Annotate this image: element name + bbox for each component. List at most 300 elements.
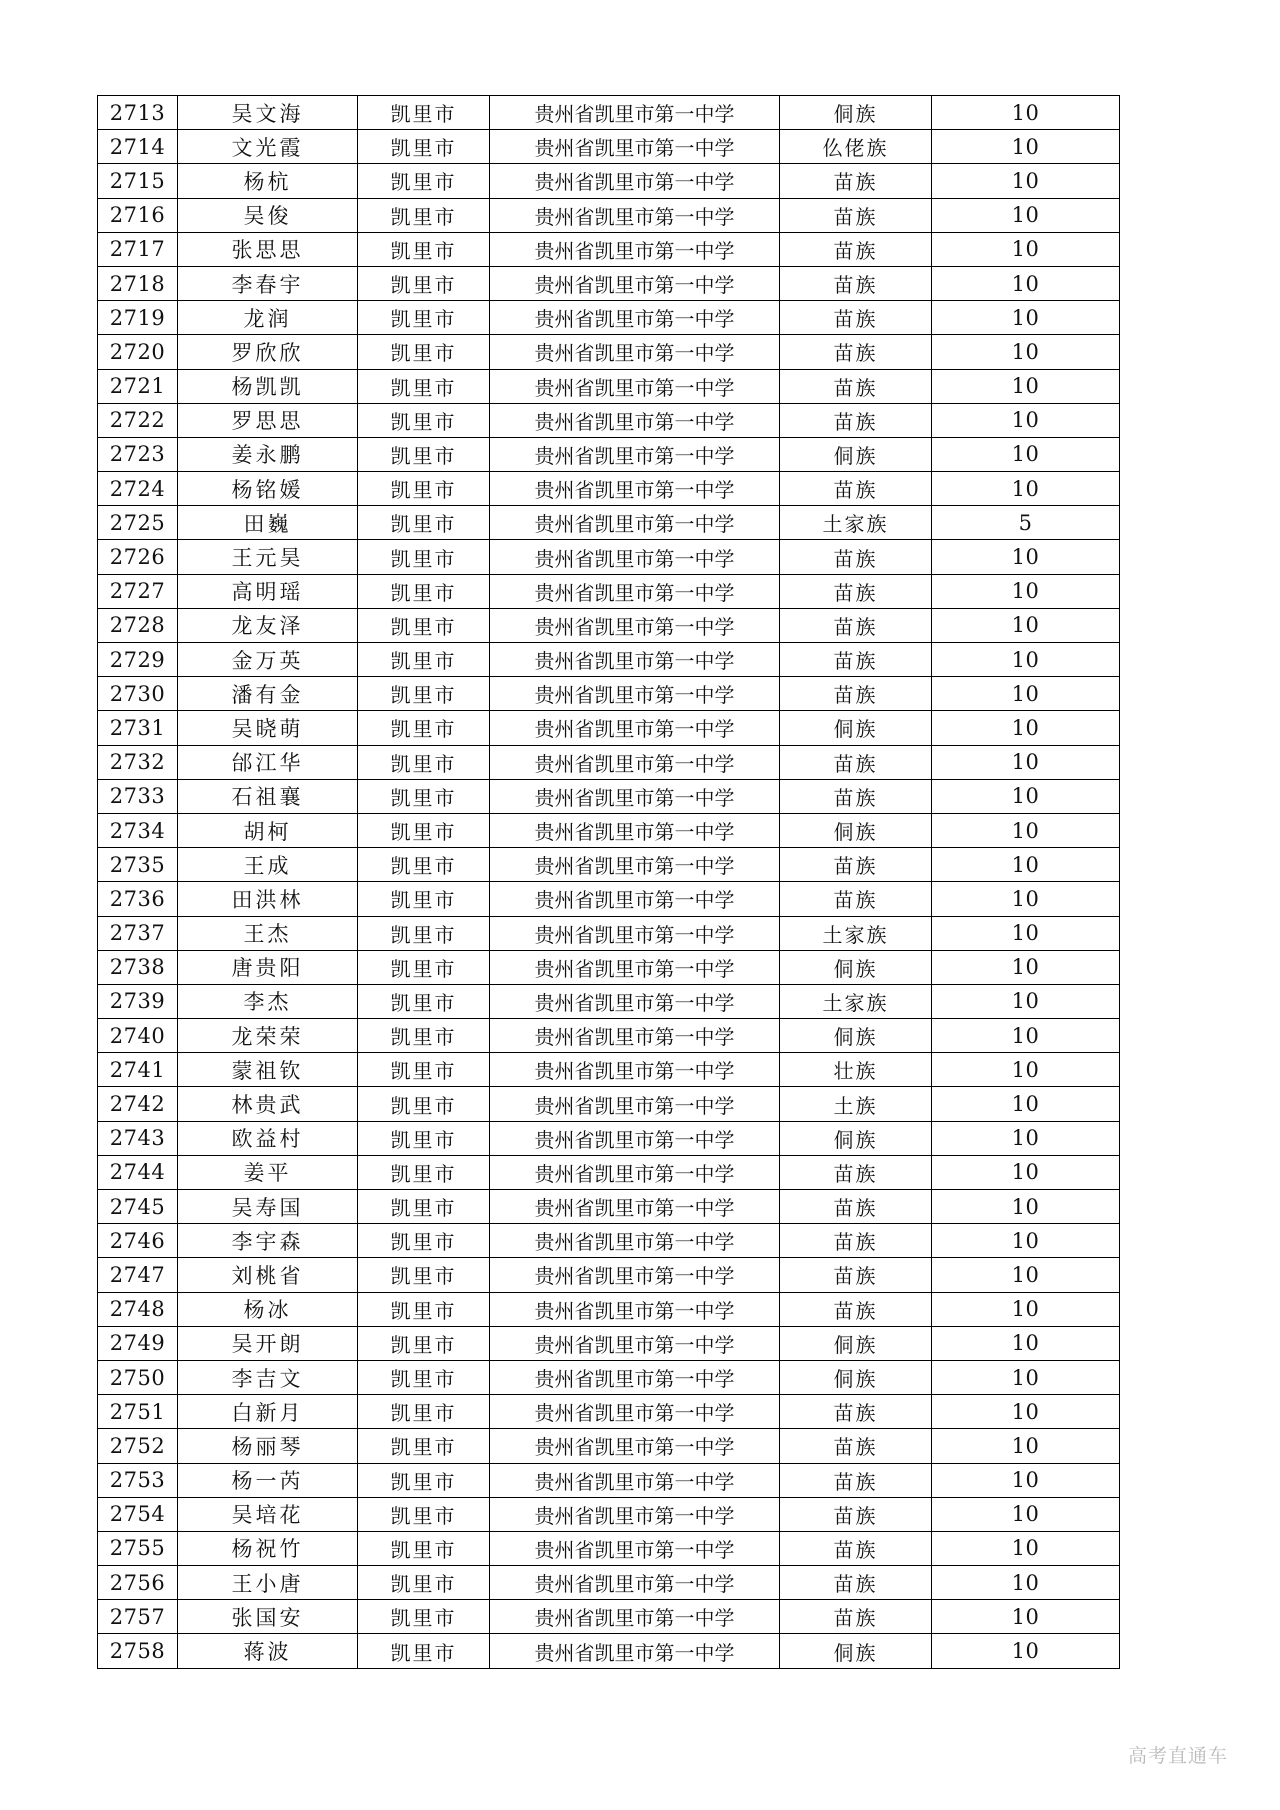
cell-ethnicity: 苗族 <box>780 1566 932 1600</box>
cell-student-name: 王小唐 <box>178 1566 358 1600</box>
cell-ethnicity: 苗族 <box>780 1155 932 1189</box>
table-row <box>98 677 1120 711</box>
cell-sequence-number: 2716 <box>98 198 178 232</box>
cell-county-city: 凯里市 <box>358 232 490 266</box>
table-row <box>98 540 1120 574</box>
cell-county-city: 凯里市 <box>358 1258 490 1292</box>
cell-student-name: 刘桃省 <box>178 1258 358 1292</box>
table-row <box>98 1258 1120 1292</box>
cell-bonus-points: 5 <box>932 506 1120 540</box>
cell-school-name: 贵州省凯里市第一中学 <box>490 711 780 745</box>
cell-school-name: 贵州省凯里市第一中学 <box>490 1155 780 1189</box>
cell-sequence-number: 2753 <box>98 1463 178 1497</box>
cell-bonus-points: 10 <box>932 745 1120 779</box>
cell-sequence-number: 2754 <box>98 1497 178 1531</box>
cell-county-city: 凯里市 <box>358 1634 490 1668</box>
cell-student-name: 欧益村 <box>178 1121 358 1155</box>
table-row <box>98 232 1120 266</box>
table-row <box>98 1497 1120 1531</box>
cell-ethnicity: 土家族 <box>780 506 932 540</box>
cell-school-name: 贵州省凯里市第一中学 <box>490 1634 780 1668</box>
cell-sequence-number: 2724 <box>98 472 178 506</box>
cell-student-name: 李杰 <box>178 984 358 1018</box>
table-row <box>98 335 1120 369</box>
cell-school-name: 贵州省凯里市第一中学 <box>490 403 780 437</box>
cell-sequence-number: 2736 <box>98 882 178 916</box>
table-row <box>98 1634 1120 1668</box>
cell-bonus-points: 10 <box>932 369 1120 403</box>
cell-sequence-number: 2734 <box>98 813 178 847</box>
cell-school-name: 贵州省凯里市第一中学 <box>490 1463 780 1497</box>
table-row <box>98 506 1120 540</box>
cell-bonus-points: 10 <box>932 437 1120 471</box>
cell-student-name: 邰江华 <box>178 745 358 779</box>
table-row <box>98 1053 1120 1087</box>
cell-student-name: 姜永鹏 <box>178 437 358 471</box>
cell-school-name: 贵州省凯里市第一中学 <box>490 1292 780 1326</box>
cell-school-name: 贵州省凯里市第一中学 <box>490 301 780 335</box>
cell-sequence-number: 2742 <box>98 1087 178 1121</box>
cell-ethnicity: 仫佬族 <box>780 130 932 164</box>
cell-ethnicity: 侗族 <box>780 1019 932 1053</box>
cell-school-name: 贵州省凯里市第一中学 <box>490 540 780 574</box>
cell-sequence-number: 2758 <box>98 1634 178 1668</box>
cell-bonus-points: 10 <box>932 164 1120 198</box>
cell-bonus-points: 10 <box>932 1121 1120 1155</box>
table-row <box>98 198 1120 232</box>
cell-student-name: 唐贵阳 <box>178 950 358 984</box>
cell-sequence-number: 2751 <box>98 1395 178 1429</box>
cell-ethnicity: 苗族 <box>780 848 932 882</box>
cell-sequence-number: 2743 <box>98 1121 178 1155</box>
cell-ethnicity: 苗族 <box>780 1292 932 1326</box>
table-row <box>98 643 1120 677</box>
table-row <box>98 1463 1120 1497</box>
cell-county-city: 凯里市 <box>358 779 490 813</box>
cell-county-city: 凯里市 <box>358 1087 490 1121</box>
cell-student-name: 金万英 <box>178 643 358 677</box>
cell-sequence-number: 2741 <box>98 1053 178 1087</box>
cell-bonus-points: 10 <box>932 1429 1120 1463</box>
cell-school-name: 贵州省凯里市第一中学 <box>490 1224 780 1258</box>
table-row <box>98 779 1120 813</box>
cell-county-city: 凯里市 <box>358 916 490 950</box>
cell-bonus-points: 10 <box>932 540 1120 574</box>
cell-student-name: 杨祝竹 <box>178 1531 358 1565</box>
cell-school-name: 贵州省凯里市第一中学 <box>490 1566 780 1600</box>
table-row <box>98 1019 1120 1053</box>
cell-sequence-number: 2729 <box>98 643 178 677</box>
cell-school-name: 贵州省凯里市第一中学 <box>490 1019 780 1053</box>
cell-ethnicity: 苗族 <box>780 403 932 437</box>
cell-bonus-points: 10 <box>932 1634 1120 1668</box>
cell-ethnicity: 侗族 <box>780 96 932 130</box>
cell-ethnicity: 侗族 <box>780 1326 932 1360</box>
cell-sequence-number: 2745 <box>98 1190 178 1224</box>
cell-school-name: 贵州省凯里市第一中学 <box>490 1531 780 1565</box>
cell-student-name: 潘有金 <box>178 677 358 711</box>
cell-bonus-points: 10 <box>932 608 1120 642</box>
cell-county-city: 凯里市 <box>358 437 490 471</box>
cell-county-city: 凯里市 <box>358 1190 490 1224</box>
table-row <box>98 950 1120 984</box>
cell-school-name: 贵州省凯里市第一中学 <box>490 198 780 232</box>
cell-bonus-points: 10 <box>932 403 1120 437</box>
cell-ethnicity: 土族 <box>780 1087 932 1121</box>
cell-county-city: 凯里市 <box>358 403 490 437</box>
cell-ethnicity: 苗族 <box>780 540 932 574</box>
cell-ethnicity: 苗族 <box>780 1224 932 1258</box>
cell-student-name: 张思思 <box>178 232 358 266</box>
table-row <box>98 164 1120 198</box>
cell-county-city: 凯里市 <box>358 1463 490 1497</box>
cell-sequence-number: 2717 <box>98 232 178 266</box>
table-row <box>98 369 1120 403</box>
cell-sequence-number: 2747 <box>98 1258 178 1292</box>
roster-table <box>97 95 1120 1669</box>
table-row <box>98 1326 1120 1360</box>
cell-county-city: 凯里市 <box>358 1292 490 1326</box>
cell-bonus-points: 10 <box>932 1190 1120 1224</box>
cell-school-name: 贵州省凯里市第一中学 <box>490 1360 780 1394</box>
cell-county-city: 凯里市 <box>358 472 490 506</box>
cell-school-name: 贵州省凯里市第一中学 <box>490 437 780 471</box>
cell-ethnicity: 壮族 <box>780 1053 932 1087</box>
cell-county-city: 凯里市 <box>358 335 490 369</box>
cell-bonus-points: 10 <box>932 848 1120 882</box>
cell-sequence-number: 2732 <box>98 745 178 779</box>
cell-student-name: 文光霞 <box>178 130 358 164</box>
cell-bonus-points: 10 <box>932 1566 1120 1600</box>
cell-student-name: 罗欣欣 <box>178 335 358 369</box>
cell-school-name: 贵州省凯里市第一中学 <box>490 164 780 198</box>
cell-county-city: 凯里市 <box>358 882 490 916</box>
cell-sequence-number: 2721 <box>98 369 178 403</box>
cell-student-name: 杨丽琴 <box>178 1429 358 1463</box>
cell-school-name: 贵州省凯里市第一中学 <box>490 232 780 266</box>
cell-sequence-number: 2757 <box>98 1600 178 1634</box>
cell-sequence-number: 2728 <box>98 608 178 642</box>
cell-county-city: 凯里市 <box>358 1395 490 1429</box>
cell-student-name: 吴开朗 <box>178 1326 358 1360</box>
cell-bonus-points: 10 <box>932 472 1120 506</box>
table-row <box>98 916 1120 950</box>
cell-bonus-points: 10 <box>932 198 1120 232</box>
cell-school-name: 贵州省凯里市第一中学 <box>490 882 780 916</box>
table-row <box>98 711 1120 745</box>
table-row <box>98 574 1120 608</box>
cell-bonus-points: 10 <box>932 984 1120 1018</box>
cell-bonus-points: 10 <box>932 1326 1120 1360</box>
cell-ethnicity: 苗族 <box>780 164 932 198</box>
cell-county-city: 凯里市 <box>358 1497 490 1531</box>
cell-county-city: 凯里市 <box>358 1155 490 1189</box>
cell-school-name: 贵州省凯里市第一中学 <box>490 848 780 882</box>
cell-bonus-points: 10 <box>932 677 1120 711</box>
cell-student-name: 杨杭 <box>178 164 358 198</box>
cell-school-name: 贵州省凯里市第一中学 <box>490 1121 780 1155</box>
cell-student-name: 王杰 <box>178 916 358 950</box>
cell-sequence-number: 2714 <box>98 130 178 164</box>
cell-bonus-points: 10 <box>932 1258 1120 1292</box>
cell-bonus-points: 10 <box>932 1360 1120 1394</box>
cell-school-name: 贵州省凯里市第一中学 <box>490 130 780 164</box>
table-row <box>98 1360 1120 1394</box>
cell-county-city: 凯里市 <box>358 711 490 745</box>
cell-student-name: 杨铭媛 <box>178 472 358 506</box>
cell-school-name: 贵州省凯里市第一中学 <box>490 472 780 506</box>
table-row <box>98 301 1120 335</box>
cell-school-name: 贵州省凯里市第一中学 <box>490 677 780 711</box>
cell-county-city: 凯里市 <box>358 1531 490 1565</box>
cell-bonus-points: 10 <box>932 335 1120 369</box>
cell-bonus-points: 10 <box>932 950 1120 984</box>
cell-sequence-number: 2752 <box>98 1429 178 1463</box>
cell-student-name: 李吉文 <box>178 1360 358 1394</box>
cell-bonus-points: 10 <box>932 1531 1120 1565</box>
cell-county-city: 凯里市 <box>358 198 490 232</box>
cell-ethnicity: 土家族 <box>780 984 932 1018</box>
cell-sequence-number: 2738 <box>98 950 178 984</box>
cell-student-name: 李宇森 <box>178 1224 358 1258</box>
table-row <box>98 96 1120 130</box>
cell-county-city: 凯里市 <box>358 164 490 198</box>
cell-ethnicity: 苗族 <box>780 779 932 813</box>
table-row <box>98 848 1120 882</box>
table-row <box>98 437 1120 471</box>
cell-ethnicity: 苗族 <box>780 1600 932 1634</box>
cell-sequence-number: 2740 <box>98 1019 178 1053</box>
cell-ethnicity: 苗族 <box>780 1497 932 1531</box>
cell-ethnicity: 苗族 <box>780 574 932 608</box>
cell-student-name: 林贵武 <box>178 1087 358 1121</box>
cell-county-city: 凯里市 <box>358 1121 490 1155</box>
cell-bonus-points: 10 <box>932 779 1120 813</box>
table-row <box>98 1600 1120 1634</box>
cell-county-city: 凯里市 <box>358 848 490 882</box>
cell-school-name: 贵州省凯里市第一中学 <box>490 984 780 1018</box>
cell-ethnicity: 苗族 <box>780 677 932 711</box>
cell-bonus-points: 10 <box>932 1292 1120 1326</box>
cell-school-name: 贵州省凯里市第一中学 <box>490 745 780 779</box>
table-row <box>98 984 1120 1018</box>
cell-county-city: 凯里市 <box>358 130 490 164</box>
cell-county-city: 凯里市 <box>358 540 490 574</box>
cell-county-city: 凯里市 <box>358 574 490 608</box>
cell-student-name: 吴晓萌 <box>178 711 358 745</box>
cell-bonus-points: 10 <box>932 574 1120 608</box>
table-row <box>98 403 1120 437</box>
table-row <box>98 813 1120 847</box>
cell-sequence-number: 2727 <box>98 574 178 608</box>
cell-sequence-number: 2719 <box>98 301 178 335</box>
cell-student-name: 吴俊 <box>178 198 358 232</box>
table-row <box>98 1531 1120 1565</box>
cell-student-name: 高明瑶 <box>178 574 358 608</box>
cell-bonus-points: 10 <box>932 266 1120 300</box>
cell-student-name: 王元昊 <box>178 540 358 574</box>
cell-ethnicity: 苗族 <box>780 745 932 779</box>
cell-bonus-points: 10 <box>932 643 1120 677</box>
cell-ethnicity: 苗族 <box>780 232 932 266</box>
cell-sequence-number: 2718 <box>98 266 178 300</box>
table-row <box>98 1395 1120 1429</box>
cell-sequence-number: 2744 <box>98 1155 178 1189</box>
cell-county-city: 凯里市 <box>358 301 490 335</box>
cell-school-name: 贵州省凯里市第一中学 <box>490 643 780 677</box>
cell-county-city: 凯里市 <box>358 984 490 1018</box>
cell-county-city: 凯里市 <box>358 643 490 677</box>
cell-bonus-points: 10 <box>932 813 1120 847</box>
cell-student-name: 王成 <box>178 848 358 882</box>
cell-county-city: 凯里市 <box>358 1224 490 1258</box>
cell-ethnicity: 苗族 <box>780 472 932 506</box>
cell-ethnicity: 苗族 <box>780 369 932 403</box>
cell-sequence-number: 2713 <box>98 96 178 130</box>
cell-county-city: 凯里市 <box>358 369 490 403</box>
cell-bonus-points: 10 <box>932 1463 1120 1497</box>
cell-school-name: 贵州省凯里市第一中学 <box>490 779 780 813</box>
table-row <box>98 472 1120 506</box>
table-row <box>98 1566 1120 1600</box>
cell-ethnicity: 土家族 <box>780 916 932 950</box>
cell-student-name: 吴文海 <box>178 96 358 130</box>
cell-school-name: 贵州省凯里市第一中学 <box>490 506 780 540</box>
cell-county-city: 凯里市 <box>358 1360 490 1394</box>
cell-school-name: 贵州省凯里市第一中学 <box>490 335 780 369</box>
cell-ethnicity: 苗族 <box>780 198 932 232</box>
cell-county-city: 凯里市 <box>358 813 490 847</box>
cell-sequence-number: 2715 <box>98 164 178 198</box>
roster-table-body <box>98 96 1120 1669</box>
cell-school-name: 贵州省凯里市第一中学 <box>490 1326 780 1360</box>
cell-student-name: 蒙祖钦 <box>178 1053 358 1087</box>
cell-ethnicity: 侗族 <box>780 950 932 984</box>
cell-ethnicity: 侗族 <box>780 1360 932 1394</box>
cell-school-name: 贵州省凯里市第一中学 <box>490 813 780 847</box>
cell-school-name: 贵州省凯里市第一中学 <box>490 574 780 608</box>
cell-sequence-number: 2720 <box>98 335 178 369</box>
cell-county-city: 凯里市 <box>358 608 490 642</box>
cell-sequence-number: 2749 <box>98 1326 178 1360</box>
table-row <box>98 1429 1120 1463</box>
cell-ethnicity: 侗族 <box>780 1121 932 1155</box>
cell-student-name: 吴培花 <box>178 1497 358 1531</box>
cell-county-city: 凯里市 <box>358 1019 490 1053</box>
cell-ethnicity: 侗族 <box>780 813 932 847</box>
cell-county-city: 凯里市 <box>358 1326 490 1360</box>
cell-student-name: 姜平 <box>178 1155 358 1189</box>
cell-county-city: 凯里市 <box>358 1600 490 1634</box>
cell-ethnicity: 苗族 <box>780 1395 932 1429</box>
cell-county-city: 凯里市 <box>358 266 490 300</box>
cell-student-name: 龙润 <box>178 301 358 335</box>
cell-sequence-number: 2748 <box>98 1292 178 1326</box>
cell-student-name: 杨凯凯 <box>178 369 358 403</box>
cell-bonus-points: 10 <box>932 301 1120 335</box>
cell-school-name: 贵州省凯里市第一中学 <box>490 369 780 403</box>
cell-ethnicity: 苗族 <box>780 335 932 369</box>
cell-school-name: 贵州省凯里市第一中学 <box>490 1600 780 1634</box>
cell-ethnicity: 苗族 <box>780 608 932 642</box>
cell-bonus-points: 10 <box>932 711 1120 745</box>
cell-bonus-points: 10 <box>932 1395 1120 1429</box>
cell-student-name: 吴寿国 <box>178 1190 358 1224</box>
cell-bonus-points: 10 <box>932 916 1120 950</box>
cell-sequence-number: 2746 <box>98 1224 178 1258</box>
cell-ethnicity: 侗族 <box>780 1634 932 1668</box>
cell-county-city: 凯里市 <box>358 1566 490 1600</box>
cell-school-name: 贵州省凯里市第一中学 <box>490 1429 780 1463</box>
cell-school-name: 贵州省凯里市第一中学 <box>490 608 780 642</box>
table-row <box>98 266 1120 300</box>
cell-sequence-number: 2756 <box>98 1566 178 1600</box>
table-row <box>98 882 1120 916</box>
cell-sequence-number: 2750 <box>98 1360 178 1394</box>
watermark-label: 高考直通车 <box>1127 1745 1228 1767</box>
cell-sequence-number: 2739 <box>98 984 178 1018</box>
cell-school-name: 贵州省凯里市第一中学 <box>490 950 780 984</box>
cell-county-city: 凯里市 <box>358 745 490 779</box>
roster-table-container <box>97 95 1119 1669</box>
table-row <box>98 130 1120 164</box>
cell-county-city: 凯里市 <box>358 950 490 984</box>
cell-school-name: 贵州省凯里市第一中学 <box>490 916 780 950</box>
cell-ethnicity: 苗族 <box>780 266 932 300</box>
table-row <box>98 1224 1120 1258</box>
table-row <box>98 608 1120 642</box>
cell-sequence-number: 2722 <box>98 403 178 437</box>
cell-bonus-points: 10 <box>932 1497 1120 1531</box>
cell-student-name: 龙友泽 <box>178 608 358 642</box>
cell-sequence-number: 2726 <box>98 540 178 574</box>
cell-bonus-points: 10 <box>932 1155 1120 1189</box>
cell-sequence-number: 2731 <box>98 711 178 745</box>
cell-sequence-number: 2733 <box>98 779 178 813</box>
cell-school-name: 贵州省凯里市第一中学 <box>490 1395 780 1429</box>
cell-ethnicity: 苗族 <box>780 1463 932 1497</box>
cell-bonus-points: 10 <box>932 130 1120 164</box>
cell-bonus-points: 10 <box>932 1087 1120 1121</box>
cell-student-name: 罗思思 <box>178 403 358 437</box>
cell-ethnicity: 侗族 <box>780 711 932 745</box>
cell-sequence-number: 2737 <box>98 916 178 950</box>
cell-bonus-points: 10 <box>932 96 1120 130</box>
cell-county-city: 凯里市 <box>358 96 490 130</box>
cell-county-city: 凯里市 <box>358 1429 490 1463</box>
cell-bonus-points: 10 <box>932 1600 1120 1634</box>
cell-student-name: 杨冰 <box>178 1292 358 1326</box>
cell-county-city: 凯里市 <box>358 506 490 540</box>
cell-student-name: 田巍 <box>178 506 358 540</box>
cell-student-name: 龙荣荣 <box>178 1019 358 1053</box>
cell-bonus-points: 10 <box>932 232 1120 266</box>
cell-student-name: 石祖襄 <box>178 779 358 813</box>
cell-student-name: 杨一芮 <box>178 1463 358 1497</box>
cell-sequence-number: 2725 <box>98 506 178 540</box>
table-row <box>98 1190 1120 1224</box>
cell-county-city: 凯里市 <box>358 677 490 711</box>
table-row <box>98 745 1120 779</box>
cell-ethnicity: 苗族 <box>780 882 932 916</box>
table-row <box>98 1155 1120 1189</box>
cell-student-name: 李春宇 <box>178 266 358 300</box>
cell-school-name: 贵州省凯里市第一中学 <box>490 1497 780 1531</box>
cell-ethnicity: 侗族 <box>780 437 932 471</box>
cell-school-name: 贵州省凯里市第一中学 <box>490 1190 780 1224</box>
table-row <box>98 1121 1120 1155</box>
cell-bonus-points: 10 <box>932 882 1120 916</box>
